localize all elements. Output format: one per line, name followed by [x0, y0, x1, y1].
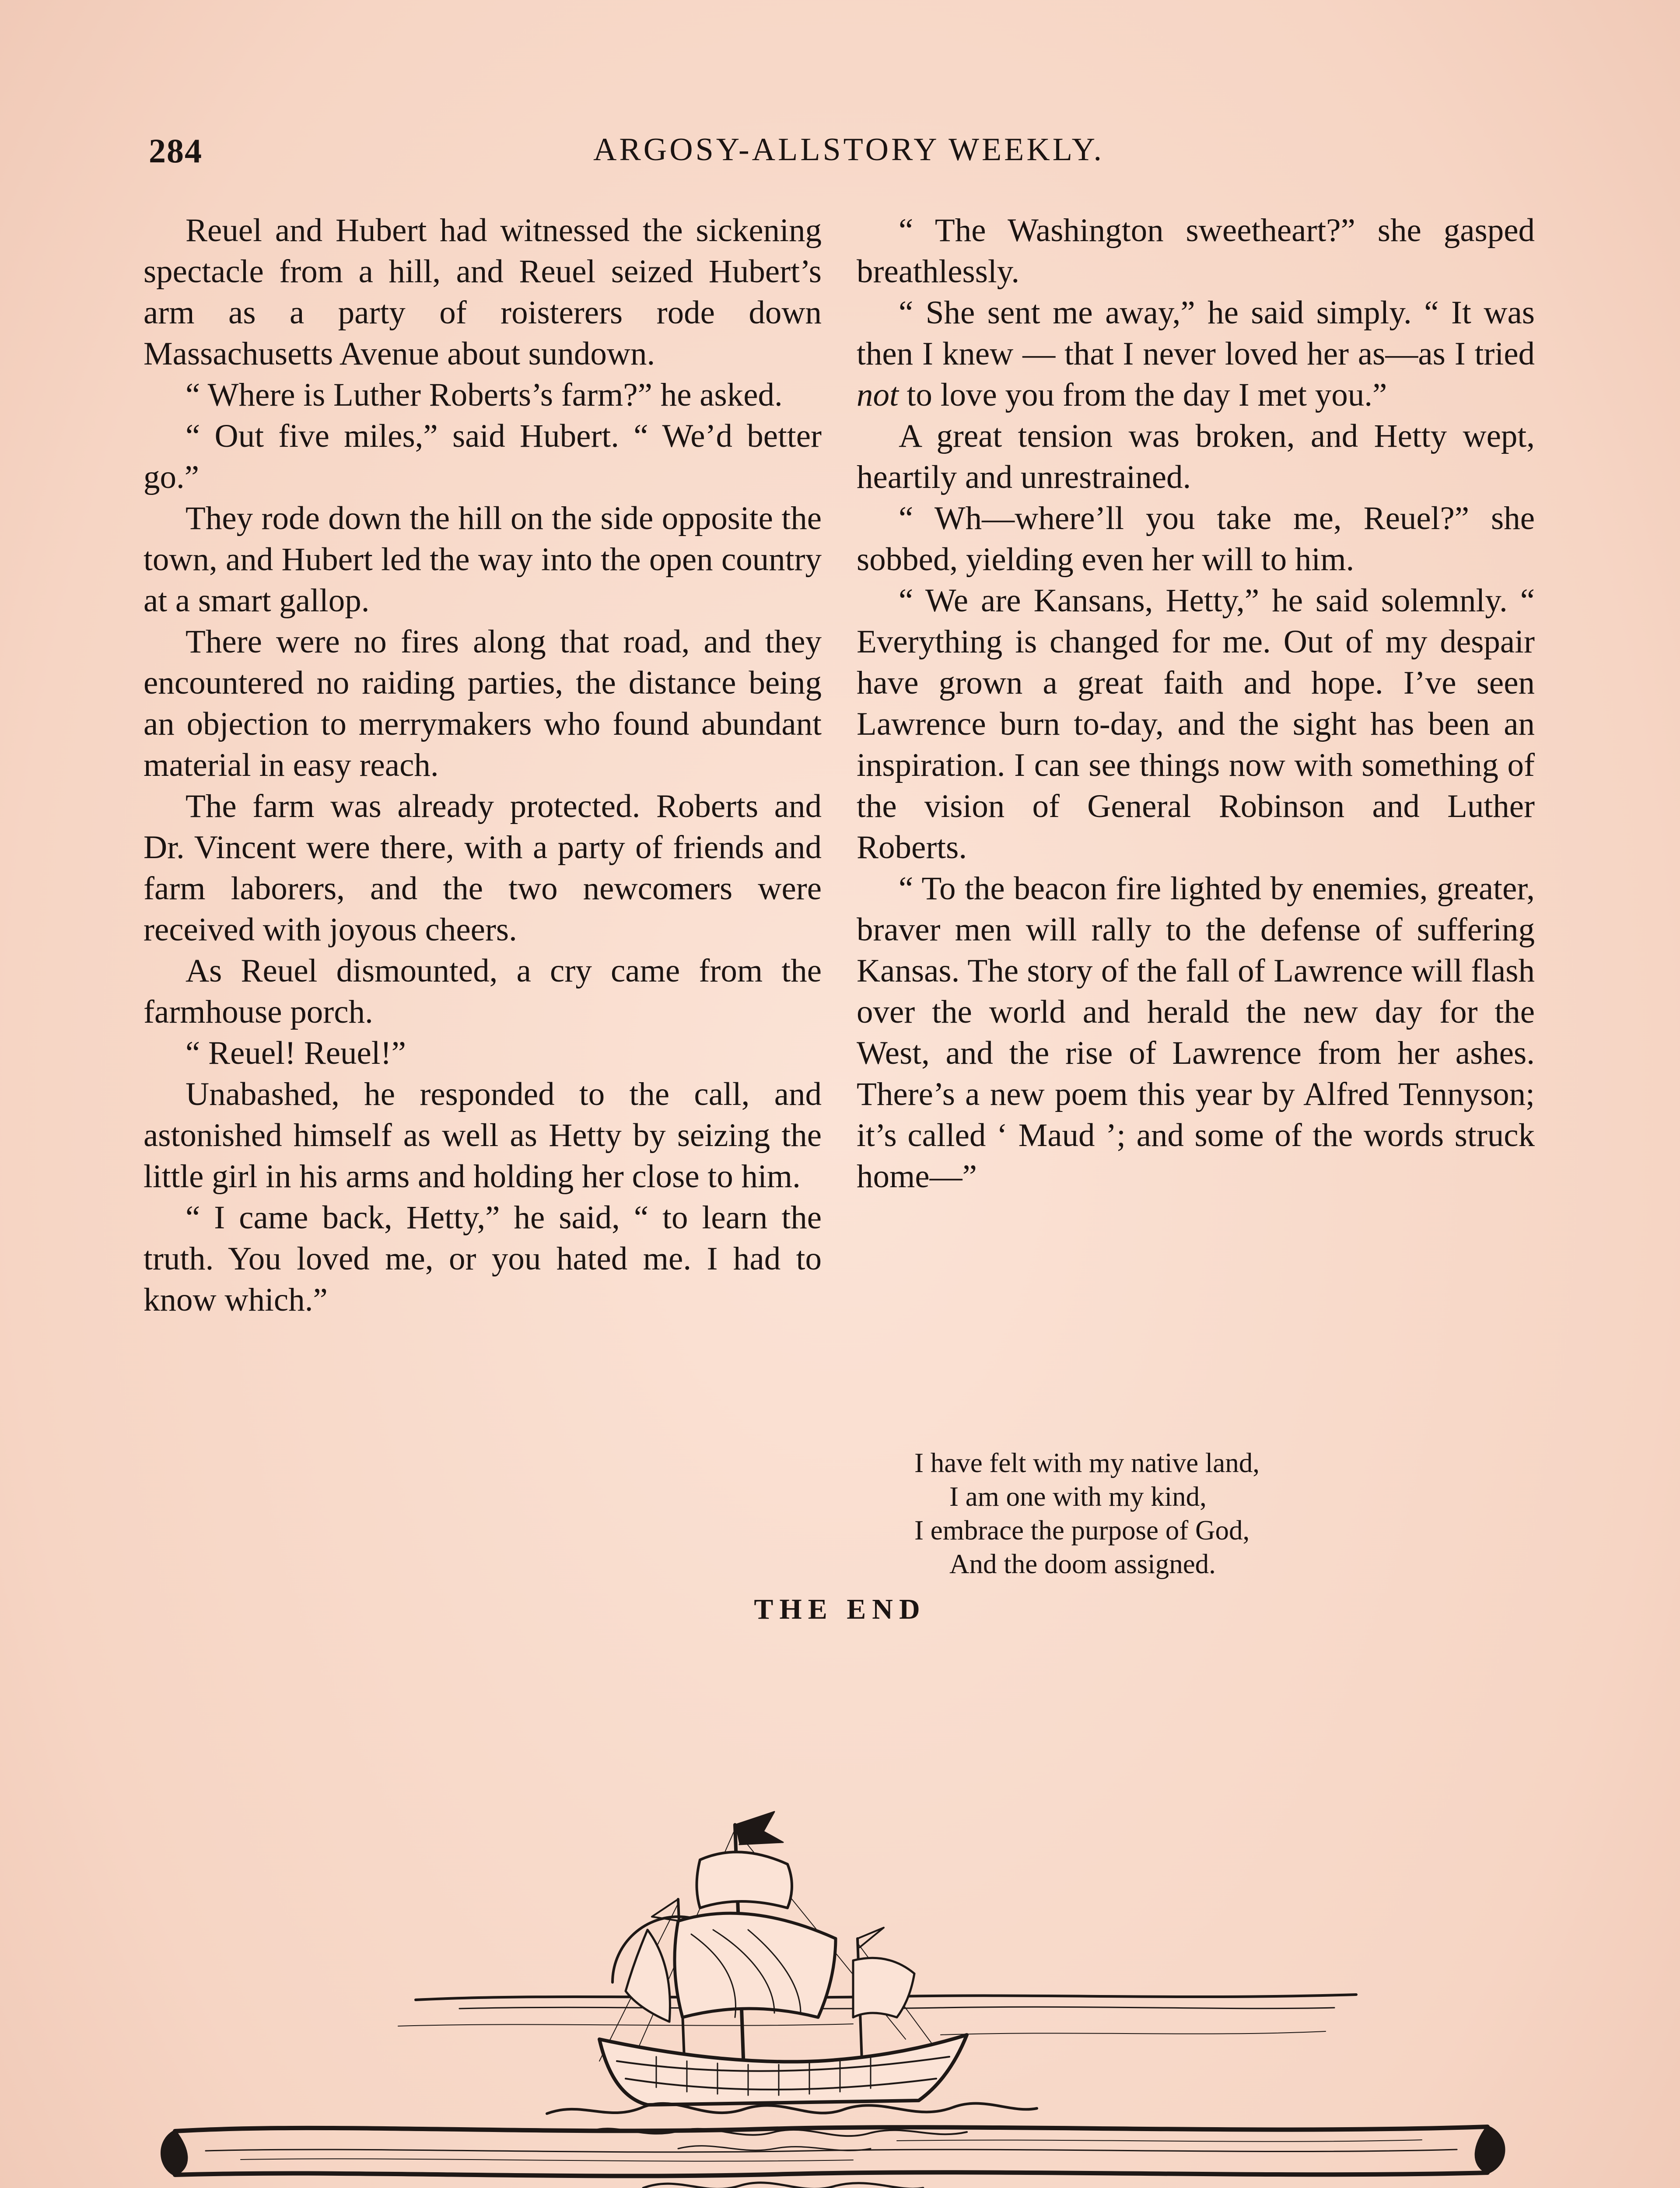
paragraph: “ The Washington sweetheart?” she gasped breathlessly.: [857, 212, 1535, 290]
page-number: 284: [149, 132, 203, 170]
poem-line: I am one with my kind,: [949, 1481, 1207, 1512]
paragraph: [857, 292, 1535, 416]
paragraph: There were no fires along that road, and they encountered no raiding parties, the distance being an objection to merrymakers who found abundant material in easy reach.: [144, 624, 822, 783]
paragraph-text: “ She sent me away,” he said simply. “ It was then I knew — that I never loved her as—as I tried: [857, 295, 1535, 372]
paragraph: “ Where is Luther Roberts’s farm?” he asked.: [186, 377, 783, 413]
paragraph: “ We are Kansans, Hetty,” he said solemnly. “ Everything is changed for me. Out of my despair have grown a great faith and hope. I’ve seen Lawrence burn to-day, and the sight has been an inspiration. I can see things now with something of the vision of General Robinson and Luther Roberts.: [857, 582, 1535, 866]
paragraph: They rode down the hill on the side opposite the town, and Hubert led the way into the open country at a smart gallop.: [144, 500, 822, 619]
right-column: [857, 210, 1535, 1197]
running-head: ARGOSY-ALLSTORY WEEKLY.: [593, 132, 1105, 168]
paragraph: The farm was already protected. Roberts and Dr. Vincent were there, with a party of friends and farm laborers, and the two newcomers were received with joyous cheers.: [144, 788, 822, 948]
poem-line: I have felt with my native land,: [914, 1448, 1260, 1478]
paragraph: “ Out five miles,” said Hubert. “ We’d better go.”: [144, 418, 822, 495]
paragraph: “ Reuel! Reuel!”: [186, 1035, 406, 1071]
poem-line: I embrace the purpose of God,: [914, 1515, 1250, 1546]
paragraph: A great tension was broken, and Hetty wept, heartily and unrestrained.: [857, 418, 1535, 495]
paragraph: “ To the beacon fire lighted by enemies, greater, braver men will rally to the defense of suffering Kansas. The story of the fall of Lawrence will flash over the world and herald the new day for the West, and the rise of Lawrence from her ashes. There’s a new poem this year by Alfred Tennyson; it’s called ‘ Maud ’; and some of the words struck home—”: [857, 870, 1535, 1195]
the-end-heading: THE END: [754, 1593, 926, 1625]
emphasis-text: not: [857, 377, 899, 413]
paragraph: “ I came back, Hetty,” he said, “ to learn the truth. You loved me, or you hated me. I had to know which.”: [144, 1199, 822, 1318]
paragraph: Unabashed, he responded to the call, and astonished himself as well as Hetty by seizing the little girl in his arms and holding her close to him.: [144, 1076, 822, 1195]
paragraph: As Reuel dismounted, a cry came from the farmhouse porch.: [144, 953, 822, 1030]
paragraph-text: to love you from the day I met you.”: [898, 377, 1387, 413]
paragraph: “ Wh—where’ll you take me, Reuel?” she sobbed, yielding even her will to him.: [857, 500, 1535, 578]
paragraph: Reuel and Hubert had witnessed the sickening spectacle from a hill, and Reuel seized Hubert’s arm as a party of roisterers rode down Massachusetts Avenue about sundown.: [144, 212, 822, 372]
sailing-ship-illustration: [153, 1755, 1531, 2188]
poem-line: And the doom assigned.: [949, 1549, 1216, 1579]
page-header: [149, 131, 1549, 184]
poem-quote: [914, 1446, 1549, 1581]
left-column: [144, 210, 822, 1321]
